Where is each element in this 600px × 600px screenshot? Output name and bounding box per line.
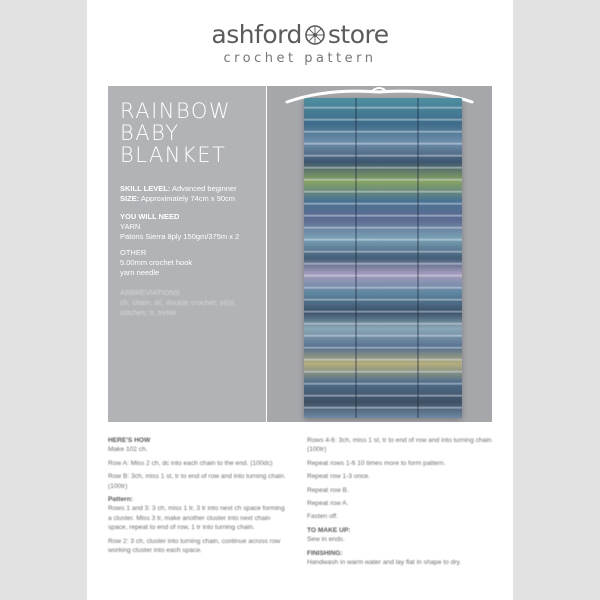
instruction-text: Repeat rows 1-6 10 times more to form pattern. xyxy=(307,459,446,467)
brand-name-right: store xyxy=(327,20,389,49)
brand-subtitle: crochet pattern xyxy=(223,51,377,66)
instruction-text: Repeat row A. xyxy=(307,500,349,508)
instruction-text: Make 102 ch. xyxy=(108,446,148,454)
instruction-text: Sew in ends. xyxy=(307,536,345,544)
instruction-paragraph xyxy=(307,549,497,568)
instruction-text: Rows 1 and 3: 3 ch, miss 1 tr, 3 tr into next ch space forming a cluster. Miss 3 tr, make another cluster into next chain space, repeat to end of row, 1 tr into turning chain. xyxy=(108,505,285,532)
abbreviations-line: ch, chain; dc, double crochet; st(s), xyxy=(120,298,237,307)
instruction-text: Row B: 3ch, miss 1 st, tr to end of row and into turning chain. (100tr) xyxy=(108,473,286,490)
brand-logo xyxy=(211,20,388,49)
you-will-need-heading: YOU WILL NEED xyxy=(120,212,180,221)
instruction-text: Handwash in warm water and lay flat in shape to dry. xyxy=(307,559,462,567)
skill-value: Advanced beginner xyxy=(171,184,237,193)
instruction-paragraph xyxy=(307,472,497,481)
size xyxy=(120,194,254,204)
abbreviations xyxy=(120,288,254,318)
other-heading: OTHER xyxy=(120,248,147,257)
instruction-text: Row A: Miss 2 ch, dc into each chain to the end. (100dc) xyxy=(108,459,273,467)
instruction-text: Fasten off. xyxy=(307,513,339,521)
yarn-value: Patons Sierra 8ply 150gm/375m x 2 xyxy=(120,232,240,241)
title-line: BABY xyxy=(120,121,180,145)
other-item: yarn needle xyxy=(120,268,160,277)
instruction-paragraph xyxy=(108,459,290,468)
instruction-text: Rows 4-6: 3ch, miss 1 st, tr to end of row and into turning chain. (100tr) xyxy=(307,437,494,454)
instruction-paragraph xyxy=(307,512,497,521)
instruction-paragraph xyxy=(108,436,290,455)
size-value: Approximately 74cm x 90cm xyxy=(140,194,236,203)
instruction-paragraph xyxy=(307,526,497,545)
instruction-paragraph xyxy=(108,472,290,491)
instruction-paragraph xyxy=(307,499,497,508)
brand-name-left: ashford xyxy=(211,20,302,49)
pattern-details xyxy=(120,184,254,318)
spinning-wheel-icon xyxy=(304,24,326,46)
instruction-heading: Pattern: xyxy=(108,496,133,504)
instructions-left xyxy=(108,436,290,559)
instruction-text: Repeat row 1-3 once. xyxy=(307,473,371,481)
instruction-paragraph xyxy=(307,459,497,468)
blanket-fold xyxy=(355,98,357,418)
size-label: SIZE: xyxy=(120,194,140,203)
abbreviations-line: stitches; tr, treble xyxy=(120,308,177,317)
brand-header xyxy=(87,20,513,66)
skill-label: SKILL LEVEL: xyxy=(120,184,171,193)
blanket-photo xyxy=(267,86,492,422)
instruction-heading: HERE'S HOW xyxy=(108,437,151,444)
instruction-text: Row 2: 3 ch, cluster into turning chain, continue across row working cluster into each space. xyxy=(108,537,281,555)
info-panel xyxy=(108,86,266,422)
instruction-heading: TO MAKE UP: xyxy=(307,526,351,534)
yarn-heading: YARN xyxy=(120,222,141,231)
instructions-right xyxy=(307,436,497,571)
instruction-paragraph xyxy=(108,495,290,533)
blanket-image xyxy=(304,98,462,418)
instruction-paragraph xyxy=(307,436,497,455)
title-line: BLANKET xyxy=(120,143,227,167)
skill-level xyxy=(120,184,254,194)
pattern-sheet xyxy=(87,0,513,600)
other-item: 5.00mm crochet hook xyxy=(120,258,193,267)
instruction-paragraph xyxy=(307,486,497,495)
pattern-title xyxy=(120,100,254,166)
instruction-heading: FINISHING: xyxy=(307,549,343,557)
instruction-paragraph xyxy=(108,537,290,556)
title-line: RAINBOW xyxy=(120,99,232,123)
instruction-text: Repeat row B. xyxy=(307,486,349,494)
abbreviations-heading: ABBREVIATIONS xyxy=(120,288,180,297)
blanket-fold xyxy=(417,98,419,418)
